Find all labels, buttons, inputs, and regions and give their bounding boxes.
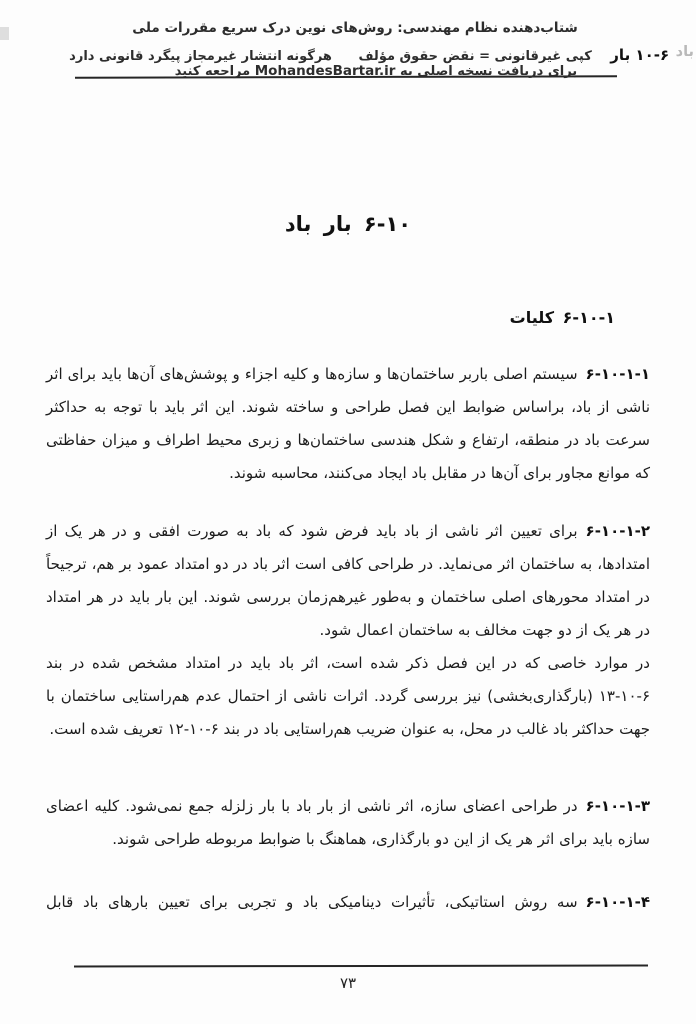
copyright-note: کپی غیرقانونی = نقض حقوق مؤلف (358, 49, 592, 64)
clause-number: ۶-۱۰-۱-۴ (585, 893, 650, 911)
clause-number: ۶-۱۰-۱-۳ (585, 797, 650, 815)
page-number: ۷۳ (339, 974, 357, 992)
header-line2 (69, 46, 694, 64)
clause-text: سه روش استاتیکی، تأثیرات دینامیکی باد و تجربی برای تعیین بارهای باد قابل (46, 893, 578, 911)
clause-paragraph (46, 358, 650, 490)
clause-paragraph (46, 790, 650, 856)
clause-6-10-1-4 (46, 886, 650, 919)
clause-text: سیستم اصلی باربر ساختمان‌ها و سازه‌ها و کلیه اجزاء و پوشش‌های آن‌ها باید برای اثر ناشی از باد، براساس ضوابط این فصل طراحی و ساخته شوند. این اثر باید با توجه به حداکثر سرعت باد در منطقه، ارتفاع و شکل هندسی ساختمان‌ها و زبری محیط اطراف و میزان حفاظتی که موانع مجاور برای آن‌ها در مقابل باد ایجاد می‌کنند، محاسبه شوند. (46, 365, 650, 482)
clause-paragraph (46, 515, 650, 647)
footer-rule (74, 964, 648, 967)
clause-6-10-1-2 (46, 515, 650, 746)
website-name: MohandesBartar.ir (254, 63, 396, 79)
section-heading: ۶-۱۰-۱ کلیات (509, 308, 615, 327)
clause-number: ۶-۱۰-۱-۲ (585, 522, 650, 540)
legal-warning: هرگونه انتشار غیرمجاز پیگرد قانونی دارد (69, 49, 332, 64)
clause-6-10-1-1 (46, 358, 650, 490)
scan-edge-artifact (0, 27, 9, 40)
clause-6-10-1-3 (46, 790, 650, 856)
clause-text: در طراحی اعضای سازه، اثر ناشی از بار باد با بار زلزله جمع نمی‌شود. کلیه اعضای سازه باید برای اثر هر یک از این دو بارگذاری، هماهنگ با ضوابط مربوطه طراحی شوند. (46, 797, 650, 848)
clause-number: ۶-۱۰-۱-۱ (585, 365, 650, 383)
chapter-word-faint: باد (675, 44, 694, 60)
source-prefix: برای دریافت نسخه اصلی به (399, 64, 578, 79)
clause-text: برای تعیین اثر ناشی از باد باید فرض شود که باد به صورت افقی و در هر یک از امتدادها، به ساختمان اثر می‌نماید. در طراحی کافی است اثر باد در دو امتداد عمود بر هم، ترجیحاً در امتداد محورهای اصلی ساختمان و به‌طور غیرهم‌زمان بررسی شوند. این بار باید در هر امتداد در هر یک از دو جهت مخالف به ساختمان اعمال شود. (46, 522, 650, 639)
clause-paragraph (46, 886, 650, 919)
header-slogan: شتاب‌دهنده نظام مهندسی: روش‌های نوین درک سریع مقررات ملی (132, 20, 578, 36)
chapter-title: ۶-۱۰ بار باد (284, 212, 412, 236)
clause-continuation: در موارد خاصی که در این فصل ذکر شده است، اثر باد باید در امتداد مشخص شده در بند ۶-۱۰-۱۳ (بارگذاری‌بخشی) نیز بررسی گردد. اثرات ناشی از احتمال عدم هم‌راستایی ساختمان با جهت حداکثر باد غالب در محل، به عنوان ضریب هم‌راستایی باد در بند ۶-۱۰-۱۲ تعریف شده است. (46, 654, 650, 738)
chapter-running-head: ۶-۱۰ بار (610, 46, 670, 64)
source-suffix: مراجعه کنید (174, 64, 251, 79)
header-source-line (56, 63, 696, 79)
